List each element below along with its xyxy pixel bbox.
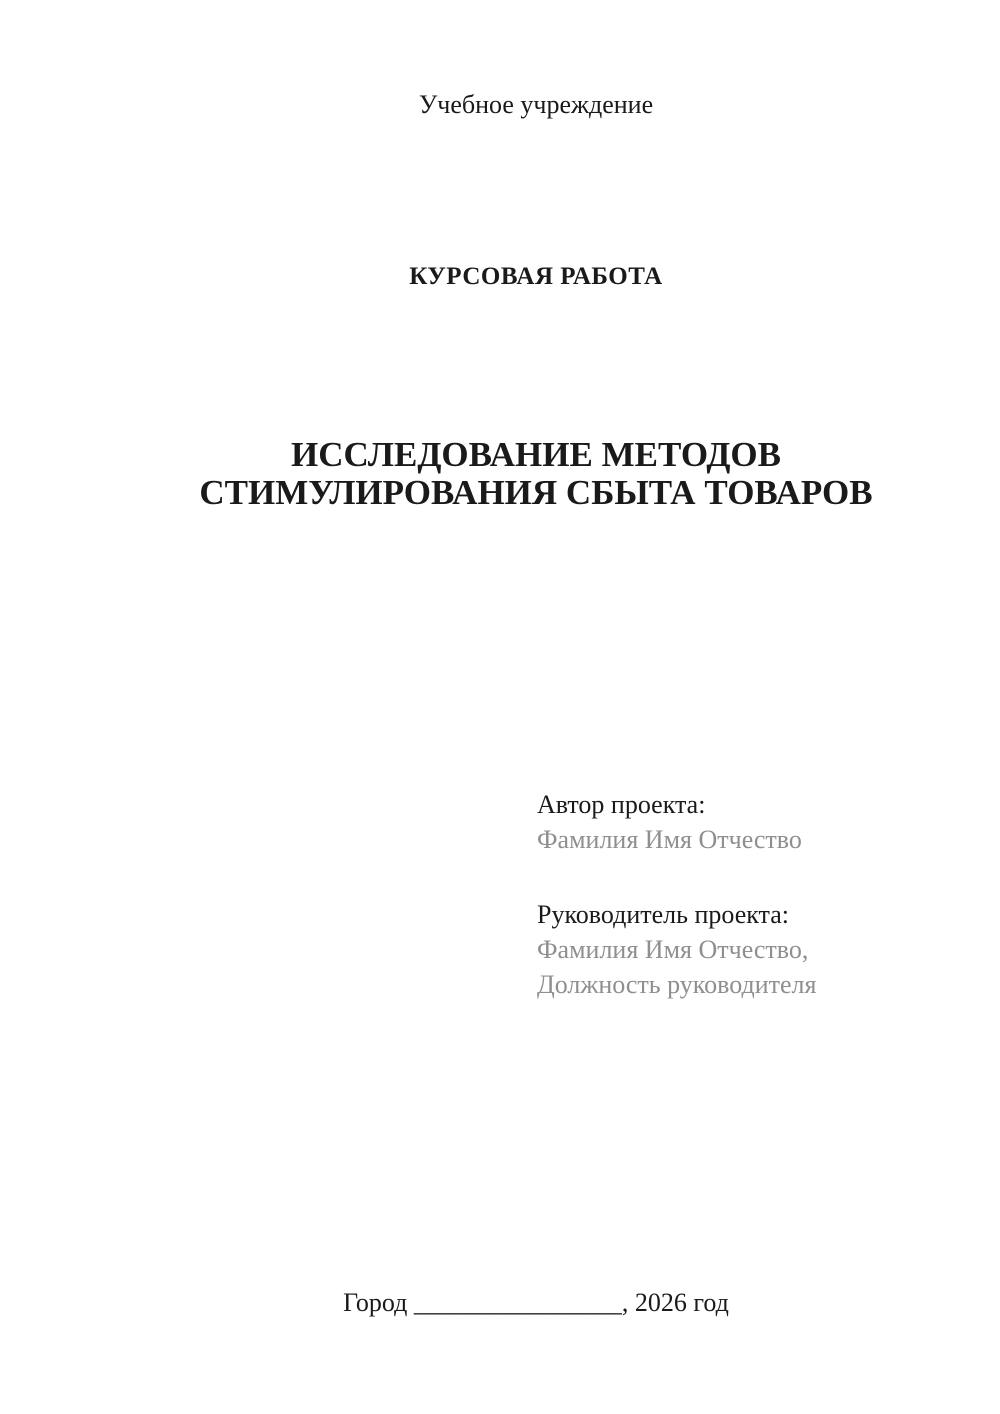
supervisor-position-placeholder: Должность руководителя [537,970,817,999]
author-label: Автор проекта: [537,790,706,819]
credits-block [537,787,816,1002]
document-title-line1: ИССЛЕДОВАНИЕ МЕТОДОВ [291,435,781,474]
institution-name: Учебное учреждение [418,90,654,119]
city-year-line [143,1288,929,1318]
supervisor-name-placeholder: Фамилия Имя Отчество, [537,935,809,964]
city-blank-underline: ________________ [413,1288,622,1317]
work-type-heading: КУРСОВАЯ РАБОТА [409,263,663,290]
document-title-line2: СТИМУЛИРОВАНИЯ СБЫТА ТОВАРОВ [199,472,873,512]
author-name-placeholder: Фамилия Имя Отчество [537,825,802,854]
document-title [143,436,929,512]
year-text: , 2026 год [621,1288,729,1317]
city-label: Город [343,1288,414,1317]
supervisor-label: Руководитель проекта: [537,900,790,929]
